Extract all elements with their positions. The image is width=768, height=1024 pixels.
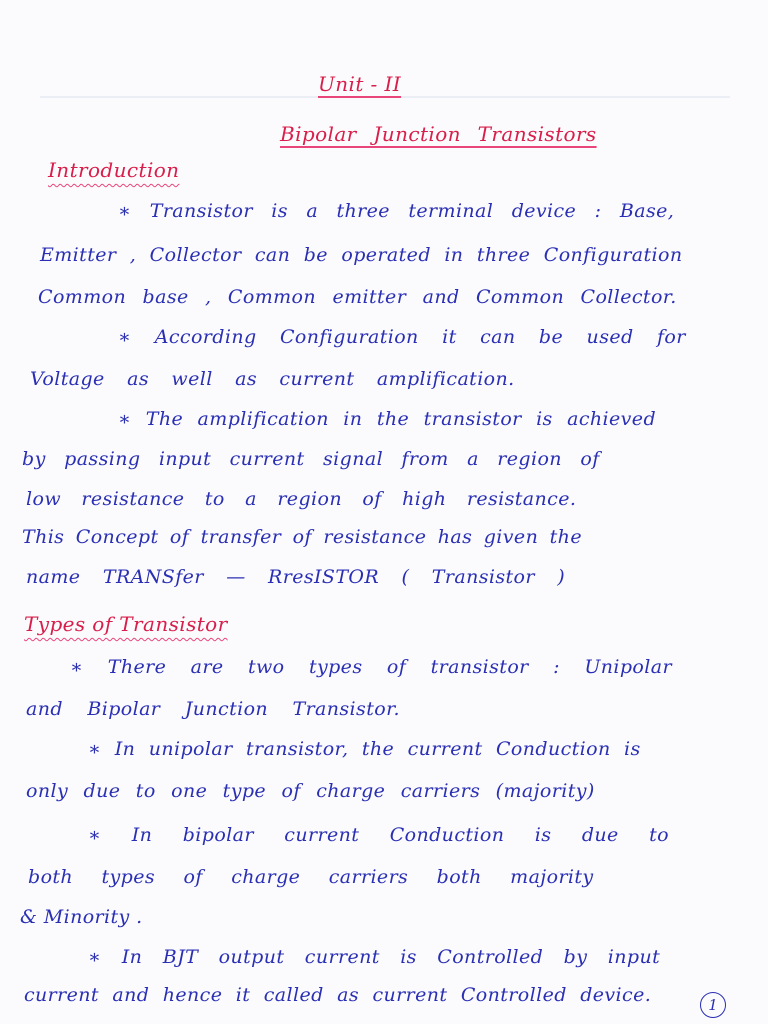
unit-label: Unit - II <box>318 72 402 96</box>
page-number: 1 <box>700 992 726 1018</box>
types-line-8: ∗ In BJT output current is Controlled by input <box>88 946 661 968</box>
types-line-9: current and hence it called as current Controlled device. <box>24 984 652 1006</box>
types-line-1: ∗ There are two types of transistor : Unipolar <box>70 656 672 678</box>
intro-line-5: Voltage as well as current amplification. <box>30 368 515 390</box>
types-line-2: and Bipolar Junction Transistor. <box>26 698 400 720</box>
intro-line-4: ∗ According Configuration it can be used for <box>118 326 686 348</box>
intro-line-6: ∗ The amplification in the transistor is achieved <box>118 408 657 430</box>
bleed-through-mark <box>40 96 730 98</box>
types-line-3: ∗ In unipolar transistor, the current Conduction is <box>88 738 641 760</box>
types-line-6: both types of charge carriers both majority <box>28 866 594 888</box>
intro-line-1: ∗ Transistor is a three terminal device : Base, <box>118 200 675 222</box>
types-line-5: ∗ In bipolar current Conduction is due to <box>88 824 670 846</box>
intro-line-2: Emitter , Collector can be operated in three Configuration <box>40 244 683 266</box>
intro-line-8: low resistance to a region of high resistance. <box>26 488 577 510</box>
intro-line-10: name TRANSfer — RresISTOR ( Transistor ) <box>26 566 566 588</box>
types-line-7: & Minority . <box>20 906 143 928</box>
intro-line-9: This Concept of transfer of resistance has given the <box>22 526 582 548</box>
introduction-heading: Introduction <box>48 158 180 182</box>
intro-line-7: by passing input current signal from a region of <box>22 448 600 470</box>
intro-line-3: Common base , Common emitter and Common Collector. <box>38 286 677 308</box>
types-heading: Types of Transistor <box>24 612 228 636</box>
chapter-title: Bipolar Junction Transistors <box>280 122 597 146</box>
types-line-4: only due to one type of charge carriers (majority) <box>26 780 595 802</box>
